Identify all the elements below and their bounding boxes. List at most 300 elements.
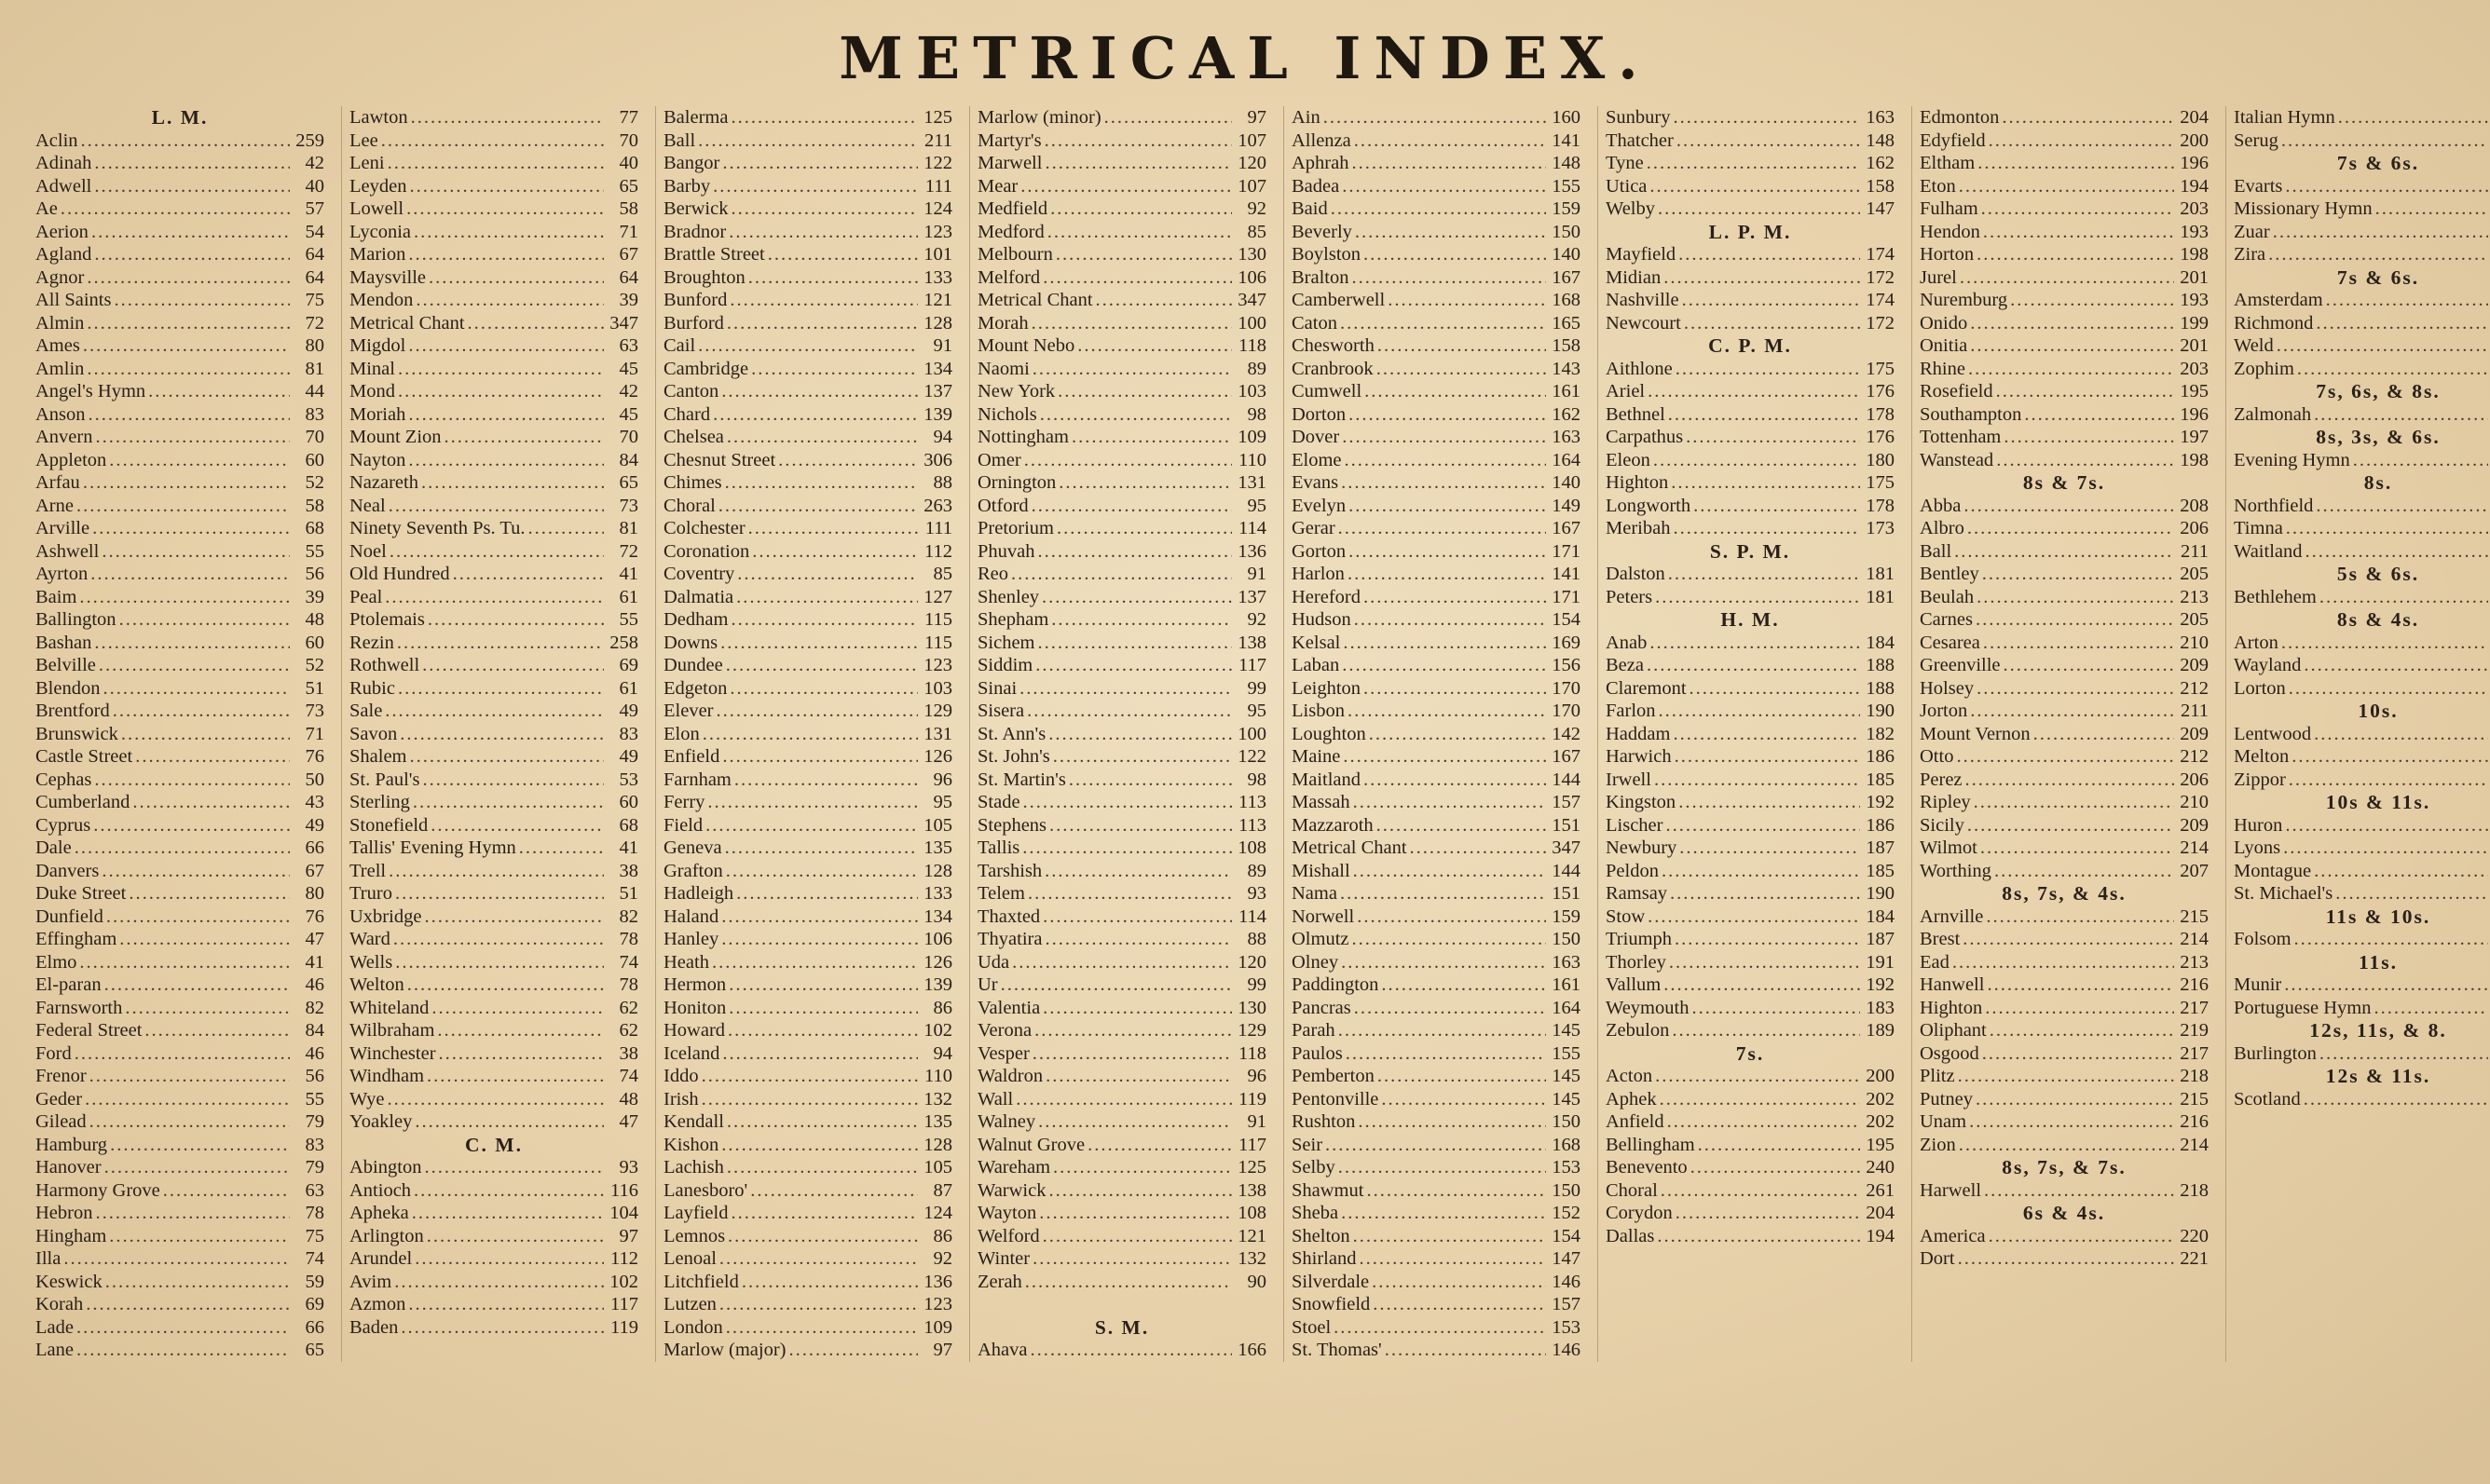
page-number: 85 [1247, 221, 1266, 242]
page-number: 148 [1866, 129, 1895, 151]
tune-name: Caton [1292, 312, 1337, 334]
index-entry [1920, 860, 2209, 883]
index-entry [664, 540, 952, 564]
dot-leader [1038, 1110, 1232, 1134]
tune-name: Bashan [35, 632, 92, 653]
index-entry [1292, 540, 1580, 564]
dot-leader [2338, 106, 2488, 129]
page-number: 127 [923, 586, 952, 607]
index-entry [664, 1247, 952, 1271]
index-entry [1606, 882, 1895, 905]
index-entry [1920, 312, 2209, 335]
index-entry [1920, 586, 2209, 609]
tune-name: Mendon [349, 290, 414, 310]
index-entry [1292, 700, 1580, 723]
tune-name: Choral [664, 495, 716, 516]
dot-leader [2314, 403, 2488, 427]
index-entry [664, 791, 952, 814]
tune-name: Melford [978, 266, 1041, 288]
tune-name: Weymouth [1606, 997, 1690, 1018]
page-number: 136 [1238, 540, 1266, 562]
tune-name: Cumwell [1292, 381, 1362, 402]
dot-leader [1986, 905, 2174, 929]
section-heading: 11s. [2358, 950, 2399, 973]
page-number: 175 [1866, 472, 1895, 493]
dot-leader [1051, 608, 1232, 632]
dot-leader [1043, 1225, 1232, 1248]
page-number: 100 [1238, 312, 1266, 334]
tune-name: Farlon [1606, 701, 1656, 721]
tune-name: Brattle Street [664, 244, 765, 265]
index-entry [1920, 905, 2209, 929]
tune-name: Iddo [664, 1066, 699, 1086]
tune-name: Moriah [349, 403, 406, 425]
index-entry [1292, 997, 1580, 1020]
tune-name: Peldon [1606, 860, 1659, 881]
dot-leader [75, 837, 290, 860]
page-number: 93 [1247, 883, 1266, 904]
index-entry [349, 358, 638, 381]
dot-leader [1676, 1202, 1860, 1225]
index-entry [1606, 677, 1895, 701]
dot-leader [1038, 540, 1233, 564]
page-number: 208 [2180, 495, 2209, 516]
page-number: 84 [305, 1020, 324, 1041]
index-entry [2234, 221, 2490, 244]
dot-leader [1363, 243, 1546, 266]
dot-leader [2033, 723, 2174, 746]
index-column [2225, 106, 2490, 1362]
index-entry [35, 403, 324, 427]
dot-leader [519, 837, 604, 860]
dot-leader [439, 1042, 604, 1066]
page-number: 195 [1866, 1134, 1895, 1155]
index-entry [349, 1271, 638, 1294]
dot-leader [1663, 266, 1860, 290]
page-number: 134 [923, 905, 952, 927]
tune-name: Thaxted [978, 905, 1041, 927]
index-entry [1920, 837, 2209, 860]
page-number: 154 [1552, 1225, 1580, 1246]
page-number: 203 [2180, 198, 2209, 219]
tune-name: Italian Hymn [2234, 107, 2335, 128]
tune-name: Harmony Grove [35, 1179, 160, 1201]
dot-leader [61, 197, 290, 221]
page-number: 45 [619, 403, 638, 425]
dot-leader [81, 129, 290, 153]
index-entry [1920, 814, 2209, 837]
page-number: 74 [619, 951, 638, 973]
dot-leader [87, 266, 290, 290]
page-number: 52 [305, 655, 324, 675]
index-entry [35, 289, 324, 312]
dot-leader [1977, 152, 2174, 175]
page-number: 115 [924, 632, 952, 653]
dot-leader [730, 677, 918, 701]
index-entry [1292, 563, 1580, 586]
page-number: 153 [1552, 1157, 1580, 1178]
page-number: 55 [305, 1088, 324, 1110]
dot-leader [1663, 973, 1860, 997]
dot-leader [398, 677, 604, 701]
index-entry [664, 563, 952, 586]
page-number: 129 [1238, 1020, 1266, 1041]
tune-name: Gilead [35, 1111, 87, 1132]
tune-name: Bethlehem [2234, 586, 2317, 607]
page-number: 121 [923, 290, 952, 310]
page-number: 347 [1238, 290, 1266, 310]
tune-name: Walney [978, 1111, 1036, 1132]
tune-name: Wareham [978, 1157, 1051, 1178]
tune-name: Castle Street [35, 746, 133, 767]
tune-name: Baden [349, 1316, 399, 1338]
tune-name: Montague [2234, 860, 2312, 881]
tune-name: Dunfield [35, 905, 103, 927]
page-number: 171 [1552, 540, 1580, 562]
index-entry [349, 882, 638, 905]
index-entry [349, 1088, 638, 1111]
tune-name: Cephas [35, 769, 92, 790]
dot-leader [408, 403, 604, 427]
tune-name: Stoel [1292, 1316, 1332, 1338]
index-entry [1606, 266, 1895, 290]
page-number: 133 [923, 266, 952, 288]
tune-name: Lee [349, 129, 378, 151]
index-entry [1920, 997, 2209, 1020]
page-number: 186 [1866, 814, 1895, 836]
index-entry [35, 769, 324, 792]
tune-name: Zira [2234, 244, 2266, 265]
page-number: 83 [305, 1134, 324, 1155]
tune-name: Weld [2234, 335, 2274, 356]
dot-leader [1970, 700, 2174, 723]
page-number: 164 [1552, 997, 1580, 1018]
tune-name: Peal [349, 586, 383, 607]
index-entry [35, 152, 324, 175]
dot-leader [106, 905, 290, 929]
index-entry [664, 243, 952, 266]
tune-name: St. Michael's [2234, 883, 2333, 904]
page-number: 192 [1866, 974, 1895, 995]
section-heading: 7s & 6s. [2336, 265, 2420, 289]
tune-name: Maysville [349, 266, 426, 288]
dot-leader [1351, 152, 1546, 175]
tune-name: Dalmatia [664, 586, 734, 607]
tune-name: Harwell [1920, 1179, 1982, 1201]
index-entry [1920, 1019, 2209, 1042]
index-entry [664, 973, 952, 997]
dot-leader [1341, 951, 1546, 974]
page-number: 112 [924, 540, 952, 562]
page-number: 259 [295, 129, 324, 151]
index-entry [2234, 129, 2490, 153]
tune-name: Evans [1292, 472, 1339, 493]
index-entry [978, 1065, 1266, 1088]
dot-leader [2004, 654, 2174, 677]
page-number: 188 [1866, 655, 1895, 675]
index-entry [664, 905, 952, 929]
tune-name: Baim [35, 586, 77, 607]
tune-name: Hereford [1292, 586, 1361, 607]
index-entry [1292, 106, 1580, 129]
dot-leader [1363, 677, 1546, 701]
page-number: 167 [1552, 518, 1580, 538]
index-entry [664, 837, 952, 860]
index-entry [664, 951, 952, 974]
index-entry [1292, 1316, 1580, 1340]
page-number: 172 [1866, 266, 1895, 288]
dot-leader [94, 243, 290, 266]
tune-name: Anvern [35, 427, 93, 447]
tune-name: Angel's Hymn [35, 381, 146, 402]
page-number: 38 [619, 860, 638, 881]
index-entry [1606, 1110, 1895, 1134]
index-entry [1606, 723, 1895, 746]
tune-name: Ae [35, 198, 58, 219]
dot-leader [1659, 700, 1860, 723]
index-entry [1920, 1247, 2209, 1271]
index-entry [1606, 495, 1895, 518]
dot-leader [1369, 723, 1546, 746]
index-entry [664, 197, 952, 221]
dot-leader [1348, 540, 1546, 564]
page-number: 87 [933, 1179, 952, 1201]
index-entry [349, 1042, 638, 1066]
tune-name: Kingston [1606, 792, 1676, 812]
dot-leader [1686, 426, 1860, 449]
dot-leader [95, 1202, 290, 1225]
page-number: 183 [1866, 997, 1895, 1018]
page-number: 74 [305, 1248, 324, 1269]
page-number: 92 [1247, 609, 1266, 630]
dot-leader [1675, 928, 1860, 951]
dot-leader [2024, 403, 2174, 427]
tune-name: Arne [35, 495, 74, 516]
dot-leader [1352, 266, 1547, 290]
page-number: 86 [933, 1225, 952, 1246]
dot-leader [717, 700, 919, 723]
page-number: 83 [619, 723, 638, 744]
dot-leader [1354, 997, 1546, 1020]
dot-leader [1671, 471, 1860, 495]
index-entry [978, 951, 1266, 974]
index-entry [349, 1202, 638, 1225]
tune-name: Blendon [35, 677, 101, 699]
tune-name: Valentia [978, 997, 1041, 1018]
index-entry [349, 449, 638, 472]
dot-leader [719, 1293, 918, 1316]
page-number: 124 [923, 1203, 952, 1223]
page-number: 215 [2180, 905, 2209, 927]
tune-name: St. Paul's [349, 769, 420, 790]
page-number: 168 [1552, 290, 1580, 310]
index-entry [664, 1134, 952, 1157]
dot-leader [752, 540, 918, 564]
tune-name: Lade [35, 1316, 74, 1338]
index-entry [664, 266, 952, 290]
index-entry [2234, 723, 2490, 746]
tune-name: Tottenham [1920, 427, 2002, 447]
page-number: 133 [923, 883, 952, 904]
dot-leader [1032, 495, 1232, 518]
tune-name: Timna [2234, 518, 2283, 538]
page-number: 167 [1552, 746, 1580, 767]
dot-leader [1023, 791, 1232, 814]
dot-leader [729, 221, 918, 244]
index-entry [2234, 106, 2490, 129]
tune-name: Geder [35, 1088, 83, 1110]
index-entry [978, 426, 1266, 449]
index-entry [349, 1316, 638, 1340]
page-number: 135 [923, 1111, 952, 1132]
index-entry [978, 1339, 1266, 1362]
page-number: 134 [923, 358, 952, 379]
dot-leader [105, 1271, 290, 1294]
tune-name: Naomi [978, 358, 1030, 379]
dot-leader [1048, 1179, 1232, 1203]
index-entry [1606, 106, 1895, 129]
tune-name: Beverly [1292, 221, 1352, 242]
dot-leader [431, 997, 604, 1020]
index-entry [664, 1179, 952, 1203]
dot-leader [1024, 449, 1232, 472]
dot-leader [2002, 106, 2174, 129]
tune-name: Burford [664, 312, 724, 334]
index-entry [1606, 632, 1895, 655]
dot-leader [1648, 380, 1860, 403]
index-entry [349, 1110, 638, 1134]
tune-name: Abba [1920, 495, 1962, 516]
dot-leader [1655, 586, 1860, 609]
dot-leader [731, 1202, 918, 1225]
dot-leader [1088, 1134, 1232, 1157]
index-entry [978, 837, 1266, 860]
page-number: 111 [924, 175, 952, 197]
dot-leader [1345, 449, 1546, 472]
dot-leader [144, 1019, 290, 1042]
tune-name: Zippor [2234, 769, 2286, 790]
dot-leader [1648, 905, 1860, 929]
tune-name: Frenor [35, 1066, 87, 1086]
tune-name: Ead [1920, 951, 1950, 973]
index-entry [35, 1042, 324, 1066]
tune-name: Telem [978, 883, 1025, 904]
tune-name: Field [664, 814, 704, 836]
tune-name: Ayrton [35, 564, 89, 584]
page-number: 148 [1552, 153, 1580, 173]
section-heading: 7s. [1735, 1042, 1765, 1065]
dot-leader [422, 769, 604, 792]
dot-leader [2004, 426, 2174, 449]
tune-name: Mazzaroth [1292, 814, 1374, 836]
dot-leader [1967, 814, 2174, 837]
index-entry [2234, 289, 2490, 312]
page-number: 56 [305, 1066, 324, 1086]
page-number: 50 [305, 769, 324, 790]
dot-leader [85, 1088, 290, 1111]
index-entry [978, 700, 1266, 723]
index-entry [1920, 1088, 2209, 1111]
index-entry [35, 471, 324, 495]
index-entry [1292, 882, 1580, 905]
tune-name: Edgeton [664, 677, 728, 699]
tune-name: Sicily [1920, 814, 1964, 836]
dot-leader [1376, 358, 1546, 381]
dot-leader [395, 951, 604, 974]
tune-name: Paulos [1292, 1042, 1343, 1064]
dot-leader [1385, 1339, 1546, 1362]
page-number: 211 [924, 129, 952, 151]
dot-leader [1033, 358, 1232, 381]
page-number: 196 [2180, 153, 2209, 173]
dot-leader [1340, 312, 1546, 335]
dot-leader [389, 860, 604, 883]
page-number: 214 [2180, 1134, 2209, 1155]
section-heading: S. P. M. [1709, 539, 1791, 563]
section-heading: H. M. [1720, 608, 1780, 631]
page-number: 218 [2180, 1179, 2209, 1201]
dot-leader [1969, 1110, 2174, 1134]
page-number: 144 [1552, 769, 1580, 790]
index-entry [978, 677, 1266, 701]
dot-leader [1977, 243, 2174, 266]
tune-name: Balerma [664, 107, 729, 128]
page-number: 198 [2180, 449, 2209, 470]
dot-leader [1012, 951, 1232, 974]
index-entry [1292, 745, 1580, 769]
index-entry [664, 860, 952, 883]
tune-name: Winter [978, 1248, 1031, 1269]
dot-leader [395, 882, 604, 905]
dot-leader [437, 1019, 604, 1042]
dot-leader [1343, 632, 1546, 655]
tune-name: Lachish [664, 1157, 724, 1178]
tune-name: Reo [978, 564, 1009, 584]
page-number: 82 [305, 997, 324, 1018]
dot-leader [1020, 175, 1232, 198]
index-entry [1292, 517, 1580, 540]
dot-leader [1045, 928, 1232, 951]
tune-name: Ornington [978, 472, 1057, 493]
index-entry [1606, 905, 1895, 929]
tune-name: Olney [1292, 951, 1339, 973]
index-entry [1920, 1179, 2209, 1203]
page-number: 206 [2180, 518, 2209, 538]
dot-leader [726, 654, 918, 677]
page-number: 120 [1238, 153, 1266, 173]
dot-leader [702, 1065, 918, 1088]
dot-leader [94, 632, 290, 655]
index-entry [664, 334, 952, 358]
page-number: 65 [619, 472, 638, 493]
tune-name: Serug [2234, 129, 2278, 151]
index-entry [2234, 1088, 2490, 1111]
page-number: 68 [619, 814, 638, 836]
tune-name: Boylston [1292, 244, 1361, 265]
dot-leader [1669, 951, 1860, 974]
dot-leader [1072, 426, 1232, 449]
dot-leader [748, 266, 918, 290]
page-number: 117 [1238, 655, 1266, 675]
tune-name: Dover [1292, 427, 1340, 447]
index-entry [1606, 197, 1895, 221]
dot-leader [1661, 1179, 1860, 1203]
index-entry [349, 312, 638, 335]
index-entry [35, 175, 324, 198]
tune-name: Arlington [349, 1225, 424, 1246]
index-entry [1606, 243, 1895, 266]
index-column [35, 106, 324, 1362]
